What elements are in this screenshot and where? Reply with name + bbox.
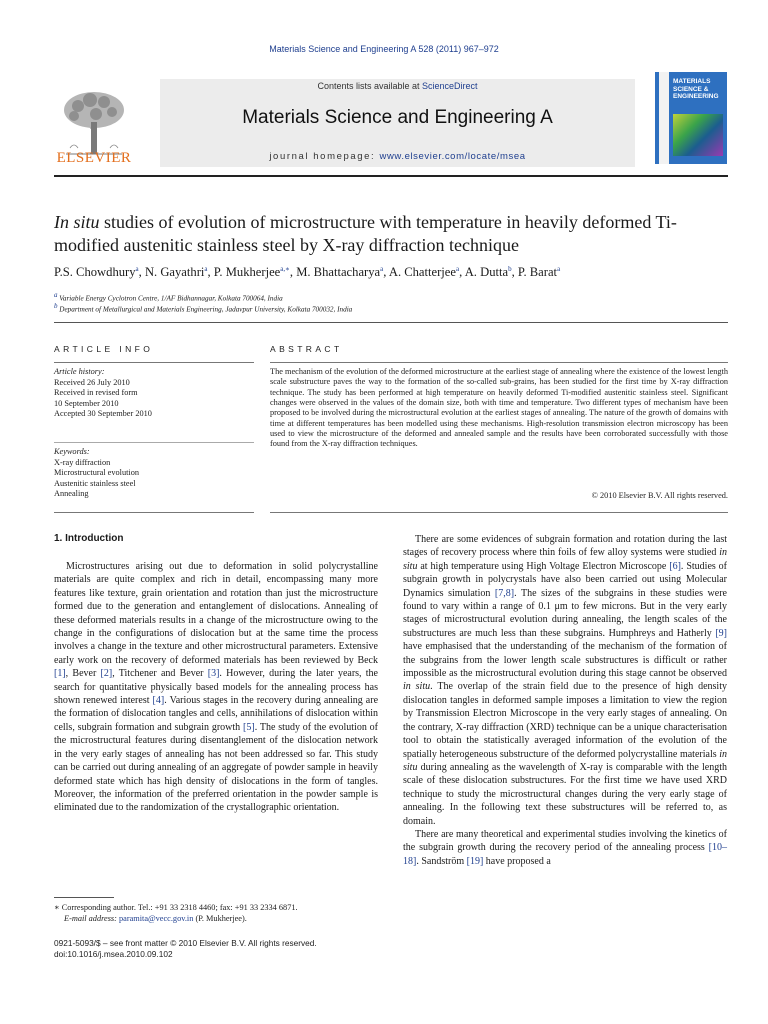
affiliation-mark: b [54, 302, 58, 310]
citation-link[interactable]: [5] [243, 721, 255, 733]
text: . However, during the later years, the search for quantitative physically based models for the annealing process has shown renewed interest [54, 668, 378, 707]
affiliation-text: Variable Energy Cyclotron Centre, 1/AF Bidhannagar, Kolkata 700064, India [59, 294, 283, 303]
text: at high temperature using High Voltage Electron Microscope [417, 560, 670, 572]
author: P. Mukherjee [213, 265, 281, 280]
email-label: E-mail address: [64, 914, 119, 923]
divider [270, 362, 728, 363]
author: N. Gayathri [144, 265, 205, 280]
cover-artwork [673, 114, 723, 156]
text: . Sandström [416, 855, 467, 867]
text: have emphasised that the understanding of the mechanism of the formation of the subgrains from the lower length scale substructures is difficult or rather impossible as the microstructural evolution during this stage cannot be observed [403, 641, 727, 680]
citation-link[interactable]: [6] [669, 560, 681, 572]
history-label: Article history: [54, 367, 105, 376]
sciencedirect-link[interactable]: ScienceDirect [422, 81, 478, 91]
divider [54, 442, 254, 443]
text: during annealing as the wavelength of X-ray is comparable with the length scale of these dislocation substructures. For the first time we have used XRD technique to study the microstructural changes during the very early stage of annealing. In the following text these substructures will be referred to, as domain. [403, 761, 727, 827]
keyword: Annealing [54, 489, 89, 498]
author: M. Bhattacharya [296, 265, 381, 280]
footnote-divider [54, 897, 114, 898]
citation-link[interactable]: [19] [466, 855, 484, 867]
affiliation-mark[interactable]: a [455, 265, 460, 273]
citation-link[interactable]: [4] [152, 695, 165, 707]
text: , Bever [65, 668, 101, 680]
keywords [54, 447, 254, 500]
issn-line: 0921-5093/$ – see front matter © 2010 Elsevier B.V. All rights reserved. [54, 938, 317, 948]
paragraph [403, 533, 727, 828]
text: . The study of the evolution of the microstructural features during disentanglement of the dislocation network in the very early stages of annealing has not been addressed so far. This study can be carried out during annealing of an aggregate of powder sample in heavily deformed state which has high density of dislocations in the form of tangles. Moreover, the information of the preferred orientation in the powder sample is eliminated due to the randomization of the crystallographic orientation. [54, 721, 379, 814]
cover-spine [659, 72, 669, 164]
header-divider [54, 175, 728, 177]
publisher-name: ELSEVIER [56, 150, 132, 166]
journal-cover-image [655, 72, 727, 164]
divider [54, 322, 728, 323]
contents-line [160, 81, 635, 91]
paragraph [54, 560, 378, 815]
article-info-heading: ARTICLE INFO [54, 344, 154, 354]
text: There are many theoretical and experimental studies involving the kinetics of the subgrain growth during the recovery period of the annealing process [403, 828, 727, 854]
title-italic: In situ [54, 212, 100, 232]
abstract-copyright: © 2010 Elsevier B.V. All rights reserved. [591, 491, 728, 500]
journal-homepage-line [160, 151, 635, 162]
text: Microstructures arising out due to deformation in solid polycrystalline materials are quite complex and rich in detail, encompassing many more features like texture, grain orientation and rotation than just the microstructure formed due to the generation and entanglement of dislocations. Annealing of these deformed materials results in a change of the microstructure owing to the change in the configurations of dislocation but at the same time the process involves a change in the texture and other microstructural parameters. Extensive early work on the recovery of deformed materials has been reviewed by Beck [54, 561, 378, 666]
history-item: Received in revised form [54, 388, 138, 397]
journal-reference[interactable]: Materials Science and Engineering A 528 (2011) 967–972 [269, 44, 499, 54]
citation-link[interactable]: [9] [715, 627, 727, 639]
citation-link[interactable]: [3] [207, 668, 220, 680]
article-history [54, 367, 254, 420]
text: There are some evidences of subgrain formation and rotation during the last stages of recovery process where thin foils of few alloy systems were studied [403, 534, 727, 559]
paragraph [403, 828, 727, 868]
author: P. Barat [517, 265, 558, 280]
text: . Studies of subgrain growth in polycrystals have also been carried out using Molecular Dynamics simulation [403, 560, 728, 599]
text: . Various stages in the recovery during annealing are the formation of dislocation tangles and cells, annihilations of dislocation within cells, subgrain formation and subgrain growth [54, 695, 379, 733]
body-column-left [54, 560, 378, 815]
email-link[interactable]: paramita@vecc.gov.in [119, 914, 194, 923]
affiliation-mark[interactable]: a [557, 265, 561, 273]
affiliation-mark[interactable]: a [380, 265, 384, 273]
contents-prefix: Contents lists available at [317, 81, 423, 91]
corresponding-author-footnote [54, 902, 384, 924]
author: P.S. Chowdhury [54, 265, 136, 280]
keyword: Austenitic stainless steel [54, 478, 136, 488]
abstract-heading: ABSTRACT [270, 344, 343, 354]
history-item: Received 26 July 2010 [54, 377, 130, 387]
italic-text: in situ [403, 547, 727, 572]
keyword: X-ray diffraction [54, 457, 111, 467]
title-text: studies of evolution of microstructure with temperature in heavily deformed Ti-modified austenitic stainless steel by X-ray diffraction technique [54, 212, 677, 255]
citation-link[interactable]: [1] [54, 668, 66, 680]
homepage-label: journal homepage: [269, 151, 380, 162]
affiliation-mark[interactable]: b [508, 265, 512, 273]
issn-doi-block [54, 938, 384, 960]
affiliation-text: Department of Metallurgical and Materials Engineering, Jadavpur University, Kolkata 700032, India [59, 305, 353, 314]
divider [270, 512, 728, 513]
citation-link[interactable]: [10–18] [403, 842, 727, 867]
section-heading-introduction: 1. Introduction [54, 533, 124, 544]
divider [54, 362, 254, 363]
keyword: Microstructural evolution [54, 468, 140, 477]
abstract-text: The mechanism of the evolution of the deformed microstructure at the earliest stage of annealing where the existence of the lowest length scale substructure paves the way to the formation of the so-called sub-grains, has been studied for the first time by X-ray diffraction technique. The study has been performed at high temperature on heavily deformed Ti-modified austenitic stainless steel. Significant changes were observed in the values of the domain size, both with time and temperature. Two different types of mechanism have been proposed to be involved during the microstructural evolution at the earliest stages of annealing. The nature of the growth of domains with time at different temperatures has been modelled using these mechanisms. High-resolution transmission electron microscopy has been used to view the microstructure of the deformed and annealed sample and the results have been corroborated successfully with those found from the X-ray diffraction techniques. [270, 367, 728, 449]
author-list: P.S. Chowdhury$^a$, N. Gayathri$^a$, P. Mukherjee$^{a,∗}$, M. Bhattacharya$^a$, A. Chatterjee$^a$, A. Dutta$^b$, P. Barat$^a$ [54, 265, 561, 280]
citation-link[interactable]: [7,8] [494, 587, 515, 599]
body-column-right [403, 533, 727, 868]
text: . The sizes of the subgrains in these studies were found to vary within a range of 0.1 μm to few microns. But in the very early stages of microstructural evolution during annealing, the length scales of the substructures are much less than these subgrains. Humphreys and Hatherly [403, 587, 727, 639]
affiliation-mark[interactable]: a,∗ [280, 265, 290, 273]
footnote-email-line [54, 913, 384, 924]
text: . The overlap of the strain field due to the presence of high density dislocation tangles in deformed sample imposes a limitation to view the region by Transmission Electron Microscope in the very early stages of annealing. On the contrary, X-ray diffraction (XRD) technique can be a unique characterisation tool to obtain the statistically averaged information of the evolution of the spatially heterogeneous substructure of the deformed polycrystalline materials [403, 681, 727, 760]
paper-title [54, 211, 728, 257]
affiliation-b [54, 302, 728, 313]
affiliation-mark: a [54, 291, 58, 299]
keywords-label: Keywords: [54, 447, 90, 456]
text: , Titchener and Bever [112, 668, 208, 680]
author: A. Chatterjee [388, 265, 456, 280]
history-item: Accepted 30 September 2010 [54, 409, 152, 418]
doi-link[interactable]: doi:10.1016/j.msea.2010.09.102 [54, 949, 173, 959]
divider [54, 512, 254, 513]
affiliation-mark[interactable]: a [204, 265, 208, 273]
text: have proposed a [483, 855, 551, 867]
cover-title: MATERIALS SCIENCE & ENGINEERING [673, 78, 719, 100]
affiliation-a [54, 291, 728, 302]
footnote-contact: ∗ Corresponding author. Tel.: +91 33 2318 4460; fax: +91 33 2334 6871. [54, 903, 298, 912]
italic-text: in situ [403, 748, 727, 773]
citation-link[interactable]: [2] [100, 668, 113, 680]
homepage-link[interactable]: www.elsevier.com/locate/msea [379, 151, 526, 162]
email-suffix: (P. Mukherjee). [193, 914, 247, 923]
history-item: 10 September 2010 [54, 398, 119, 408]
author: A. Dutta [464, 265, 509, 280]
italic-text: in situ [403, 681, 431, 693]
journal-title: Materials Science and Engineering A [242, 107, 553, 128]
affiliation-mark[interactable]: a [135, 265, 139, 273]
